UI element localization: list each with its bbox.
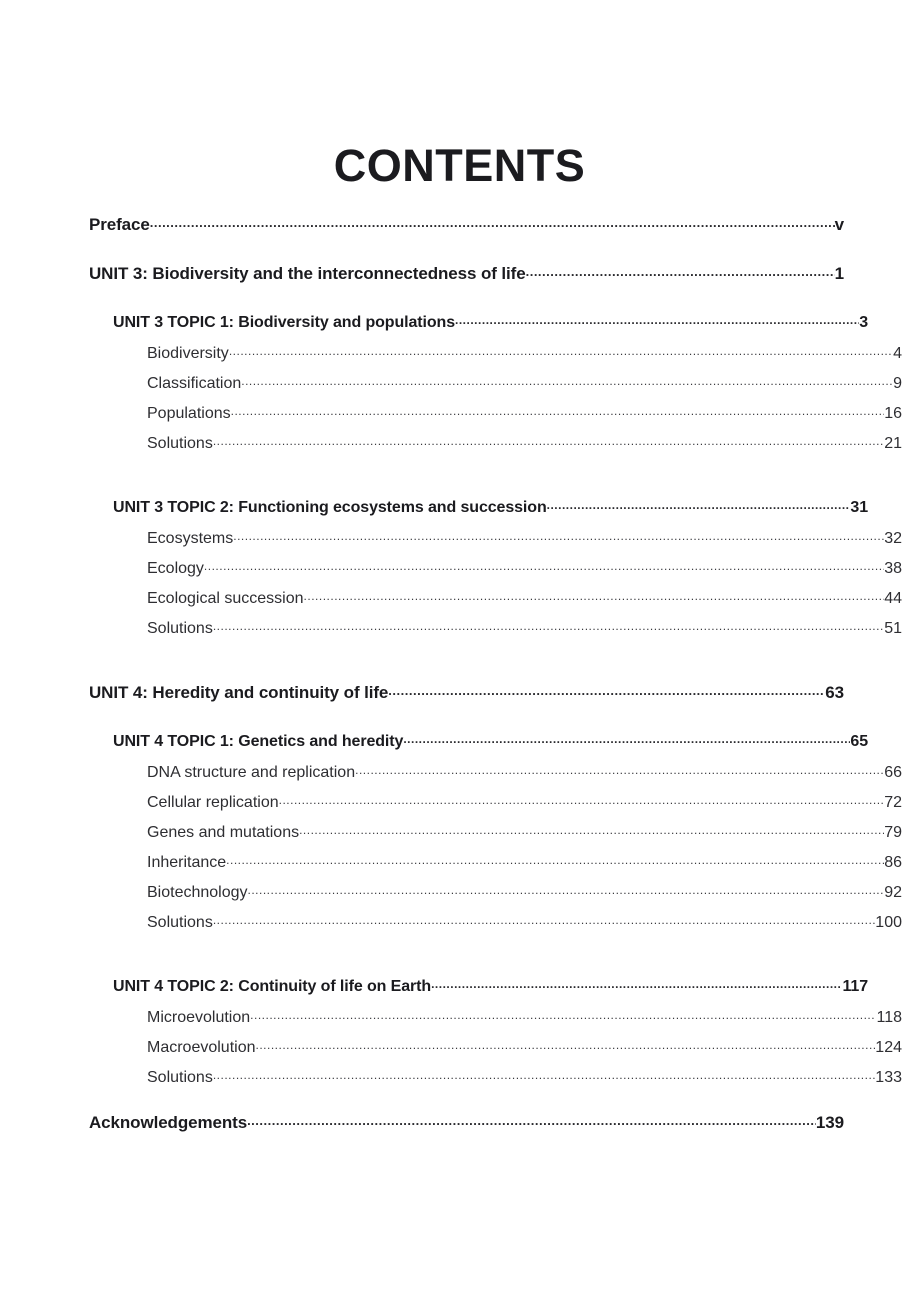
toc-entry-page-number: 63 <box>825 683 844 702</box>
toc-dot-leader <box>299 821 884 837</box>
toc-entry-page-number: 118 <box>876 1009 902 1026</box>
toc-dot-leader <box>229 342 893 358</box>
toc-entry-label: UNIT 4 TOPIC 2: Continuity of life on Earth <box>113 978 432 995</box>
toc-dot-leader <box>304 587 885 603</box>
toc-entry-list <box>89 213 902 1141</box>
toc-entry-page-number: 79 <box>884 824 902 841</box>
toc-entry-page-number: 31 <box>850 499 868 516</box>
toc-entry-page-number: 66 <box>884 764 902 781</box>
toc-entry-sub[interactable] <box>147 342 902 372</box>
toc-entry-sub[interactable] <box>147 402 902 432</box>
toc-entry-sub[interactable] <box>147 527 902 557</box>
toc-entry-page-number: 124 <box>875 1039 902 1056</box>
toc-dot-leader <box>213 1066 875 1082</box>
toc-entry-label: UNIT 3: Biodiversity and the interconnectedness of life <box>89 264 526 283</box>
group-spacer <box>89 941 844 956</box>
toc-entry-label: UNIT 3 TOPIC 1: Biodiversity and populations <box>113 314 456 331</box>
toc-entry-sub[interactable] <box>147 761 902 791</box>
toc-entry-label: Ecosystems <box>147 530 234 547</box>
toc-entry-label: DNA structure and replication <box>147 764 356 781</box>
toc-dot-leader <box>226 851 884 867</box>
toc-entry-topic[interactable] <box>113 975 868 1005</box>
toc-dot-leader <box>455 311 859 327</box>
toc-dot-leader <box>403 730 850 746</box>
toc-entry-sub[interactable] <box>147 821 902 851</box>
group-spacer <box>89 1096 844 1111</box>
toc-entry-sub[interactable] <box>147 587 902 617</box>
toc-dot-leader <box>231 402 885 418</box>
toc-entry-label: Populations <box>147 405 231 422</box>
toc-entry-page-number: 92 <box>884 884 902 901</box>
toc-entry-label: Cellular replication <box>147 794 279 811</box>
toc-entry-label: UNIT 4: Heredity and continuity of life <box>89 683 389 702</box>
toc-entry-page-number: 3 <box>859 314 868 331</box>
toc-dot-leader <box>213 617 884 633</box>
toc-entry-label: Biotechnology <box>147 884 248 901</box>
toc-entry-sub[interactable] <box>147 557 902 587</box>
toc-entry-page-number: 51 <box>884 620 902 637</box>
toc-entry-page-number: 21 <box>884 435 902 452</box>
toc-dot-leader <box>213 432 884 448</box>
group-spacer <box>89 462 844 477</box>
toc-entry-sub[interactable] <box>147 911 902 941</box>
toc-entry-page-number: 86 <box>884 854 902 871</box>
toc-entry-front[interactable] <box>89 213 844 243</box>
toc-dot-leader <box>247 1111 816 1128</box>
toc-entry-label: Ecological succession <box>147 590 304 607</box>
toc-entry-page-number: 4 <box>893 345 902 362</box>
toc-entry-label: UNIT 3 TOPIC 2: Functioning ecosystems and succession <box>113 499 547 516</box>
toc-entry-topic[interactable] <box>113 311 868 341</box>
toc-entry-unit[interactable] <box>89 681 844 711</box>
toc-entry-page-number: 32 <box>884 530 902 547</box>
toc-dot-leader <box>526 262 835 279</box>
page-title: CONTENTS <box>333 140 586 191</box>
toc-entry-label: Acknowledgements <box>89 1113 248 1132</box>
toc-entry-sub[interactable] <box>147 617 902 647</box>
toc-entry-sub[interactable] <box>147 791 902 821</box>
toc-dot-leader <box>204 557 884 573</box>
toc-entry-label: Preface <box>89 215 150 234</box>
toc-entry-front[interactable] <box>89 1111 844 1141</box>
toc-dot-leader <box>279 791 885 807</box>
toc-entry-sub[interactable] <box>147 1006 902 1036</box>
toc-entry-page-number: 100 <box>875 914 902 931</box>
toc-dot-leader <box>213 911 875 927</box>
toc-entry-label: Ecology <box>147 560 204 577</box>
toc-entry-label: Solutions <box>147 435 213 452</box>
toc-dot-leader <box>250 1006 876 1022</box>
toc-dot-leader <box>388 681 825 698</box>
toc-entry-page-number: 72 <box>884 794 902 811</box>
toc-dot-leader <box>248 881 885 897</box>
toc-entry-label: Macroevolution <box>147 1039 256 1056</box>
toc-entry-page-number: 44 <box>884 590 902 607</box>
toc-entry-sub[interactable] <box>147 881 902 911</box>
toc-entry-page-number: 139 <box>815 1113 844 1132</box>
toc-dot-leader <box>256 1036 876 1052</box>
group-spacer <box>89 647 844 662</box>
toc-entry-page-number: 1 <box>834 264 844 283</box>
toc-entry-topic[interactable] <box>113 730 868 760</box>
toc-entry-page-number: v <box>834 215 844 234</box>
toc-dot-leader <box>150 213 835 230</box>
toc-entry-sub[interactable] <box>147 1036 902 1066</box>
toc-entry-page-number: 133 <box>875 1069 902 1086</box>
toc-entry-topic[interactable] <box>113 496 868 526</box>
toc-entry-label: Solutions <box>147 914 213 931</box>
toc-entry-label: Microevolution <box>147 1009 251 1026</box>
toc-entry-label: Inheritance <box>147 854 227 871</box>
toc-entry-page-number: 38 <box>884 560 902 577</box>
toc-entry-sub[interactable] <box>147 1066 902 1096</box>
toc-dot-leader <box>547 496 851 512</box>
toc-entry-page-number: 117 <box>842 978 868 995</box>
toc-dot-leader <box>355 761 884 777</box>
toc-dot-leader <box>431 975 842 991</box>
toc-dot-leader <box>241 372 893 388</box>
toc-entry-sub[interactable] <box>147 432 902 462</box>
toc-entry-label: Genes and mutations <box>147 824 300 841</box>
toc-dot-leader <box>233 527 884 543</box>
toc-entry-sub[interactable] <box>147 372 902 402</box>
toc-entry-page-number: 65 <box>850 733 868 750</box>
toc-entry-page-number: 16 <box>884 405 902 422</box>
toc-entry-label: UNIT 4 TOPIC 1: Genetics and heredity <box>113 733 404 750</box>
toc-entry-label: Biodiversity <box>147 345 229 362</box>
toc-entry-label: Classification <box>147 375 242 392</box>
toc-entry-label: Solutions <box>147 620 213 637</box>
toc-entry-sub[interactable] <box>147 851 902 881</box>
toc-entry-label: Solutions <box>147 1069 213 1086</box>
toc-entry-page-number: 9 <box>893 375 902 392</box>
toc-entry-unit[interactable] <box>89 262 844 292</box>
